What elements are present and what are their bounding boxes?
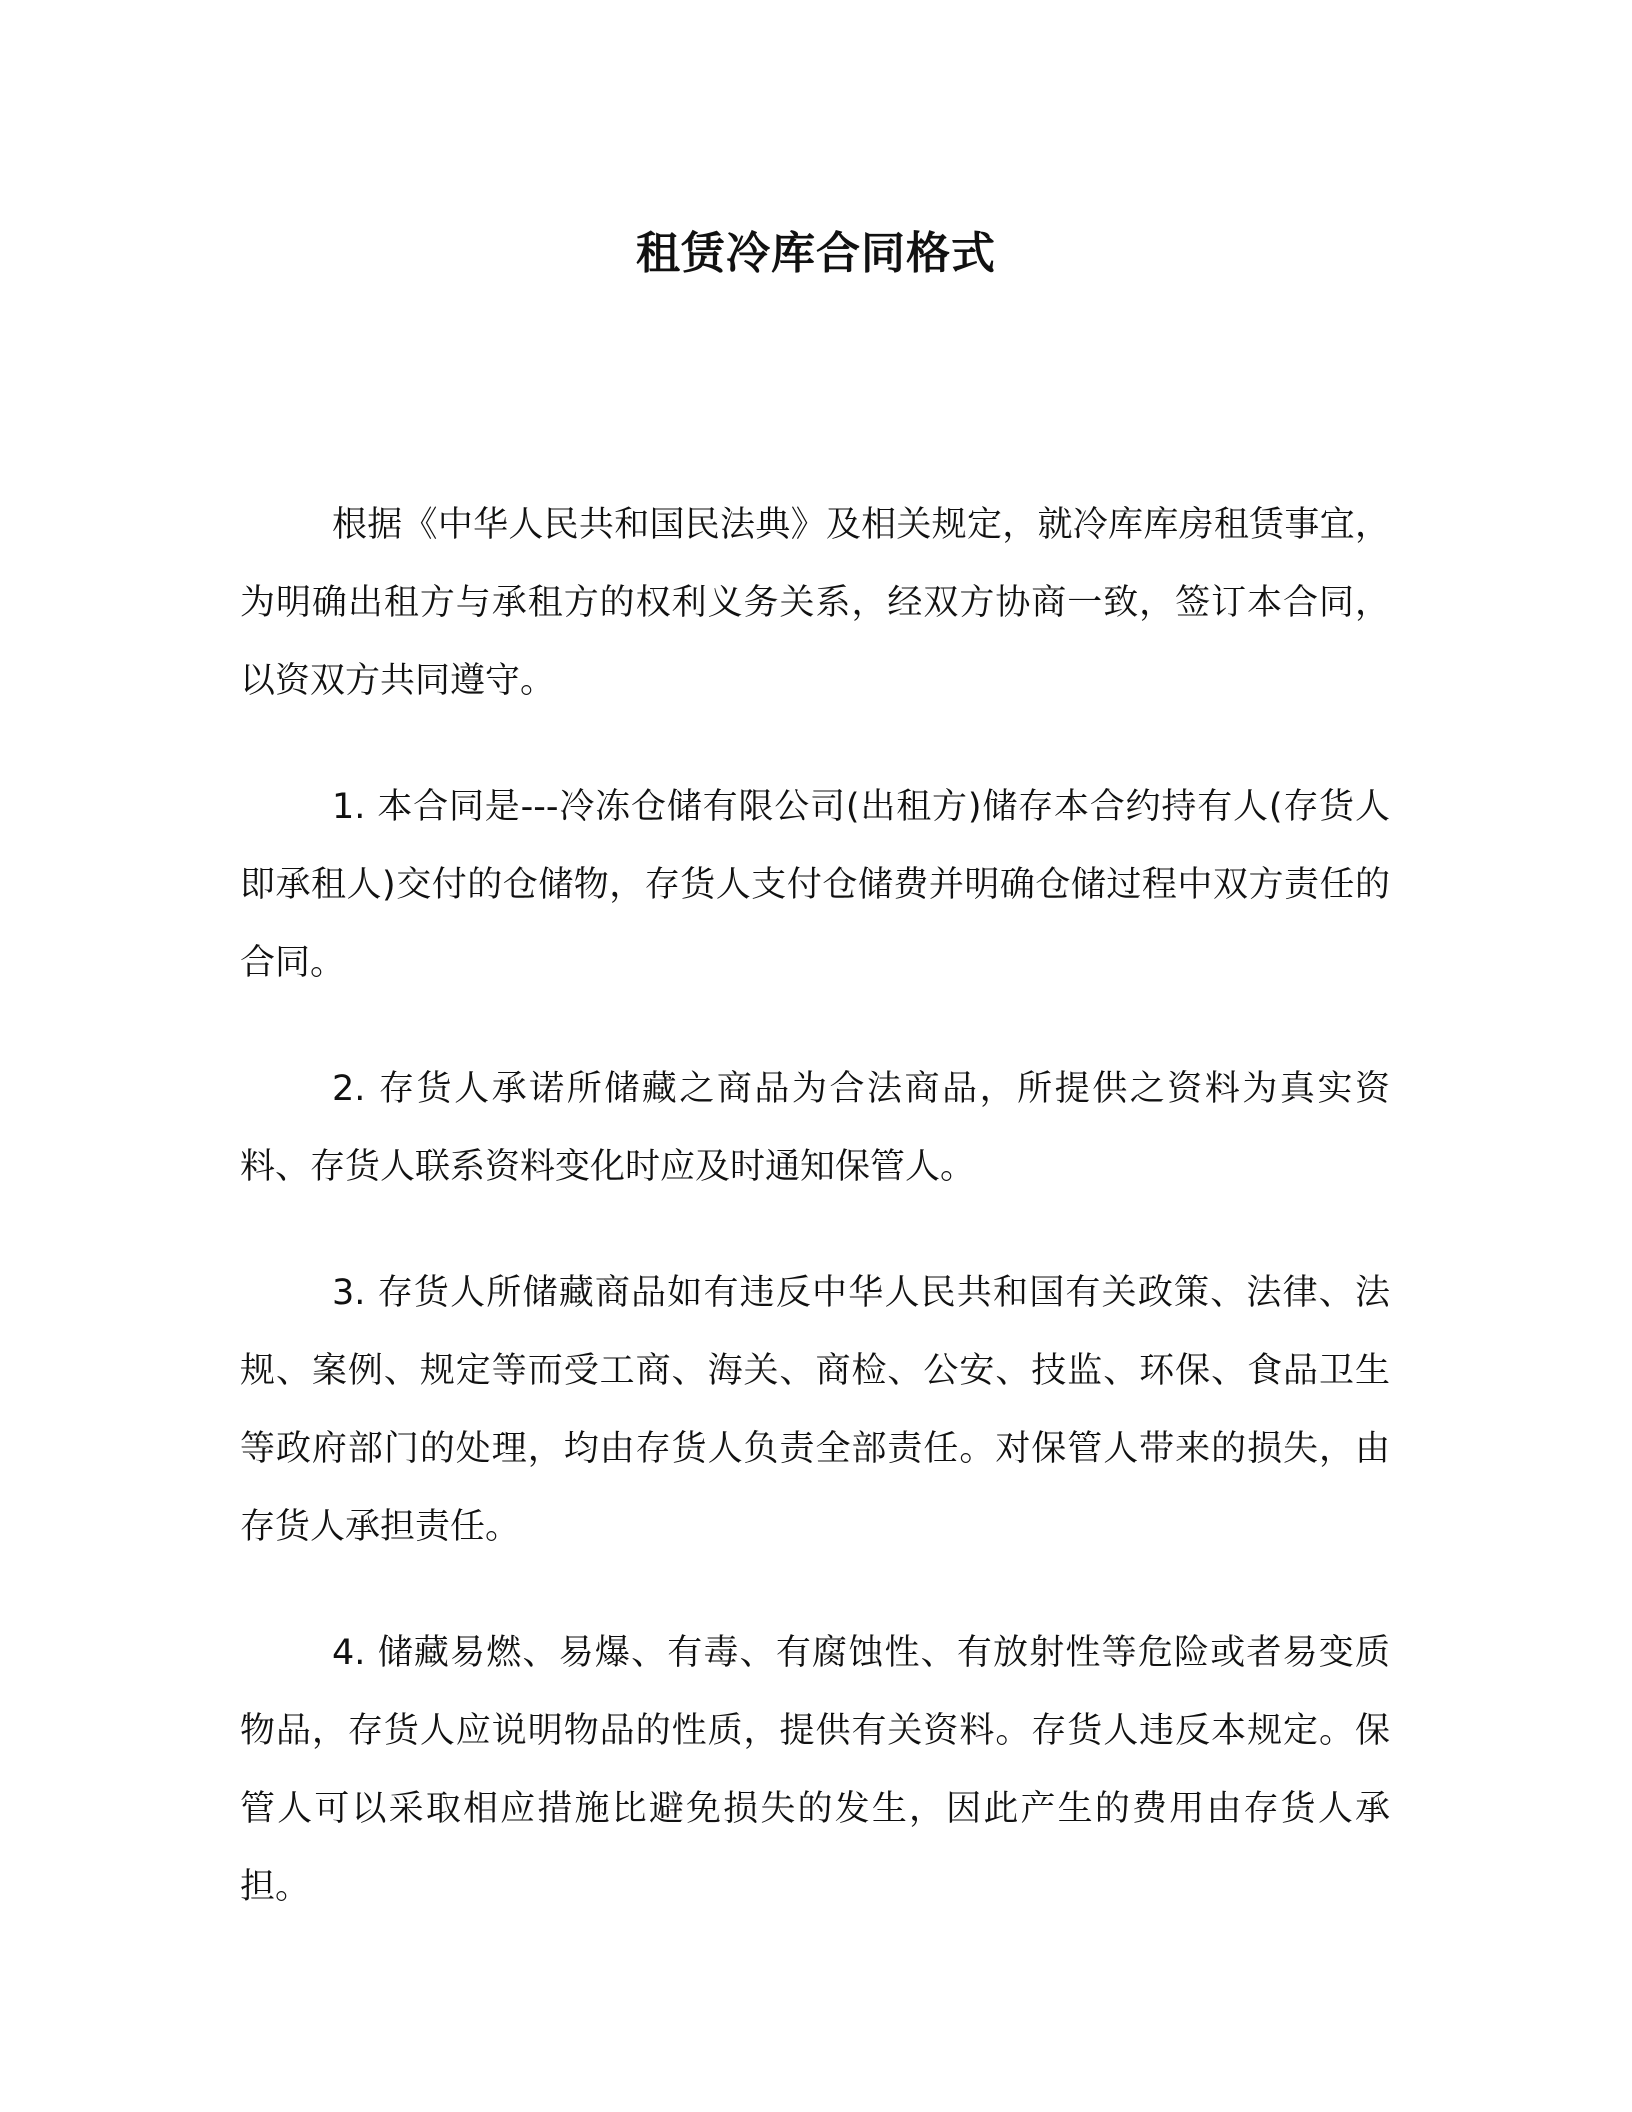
clause-4-paragraph: 4. 储藏易燃、易爆、有毒、有腐蚀性、有放射性等危险或者易变质物品，存货人应说明物品的性质，提供有关资料。存货人违反本规定。保管人可以采取相应措施比避免损失的发生，因此产生的费用由存货人承担。 [240, 1633, 1390, 1907]
document-body [240, 486, 1390, 1974]
intro-paragraph: 根据《中华人民共和国民法典》及相关规定，就冷库库房租赁事宜，为明确出租方与承租方的权利义务关系，经双方协商一致，签订本合同，以资双方共同遵守。 [240, 505, 1390, 701]
document-title: 租赁冷库合同格式 [636, 228, 996, 279]
clause-1-paragraph: 1. 本合同是---冷冻仓储有限公司(出租方)储存本合约持有人(存货人即承租人)交付的仓储物，存货人支付仓储费并明确仓储过程中双方责任的合同。 [240, 787, 1390, 983]
clause-2-paragraph: 2. 存货人承诺所储藏之商品为合法商品，所提供之资料为真实资料、存货人联系资料变化时应及时通知保管人。 [240, 1069, 1390, 1187]
clause-3-paragraph: 3. 存货人所储藏商品如有违反中华人民共和国有关政策、法律、法规、案例、规定等而受工商、海关、商检、公安、技监、环保、食品卫生等政府部门的处理，均由存货人负责全部责任。对保管人带来的损失，由存货人承担责任。 [240, 1273, 1390, 1547]
